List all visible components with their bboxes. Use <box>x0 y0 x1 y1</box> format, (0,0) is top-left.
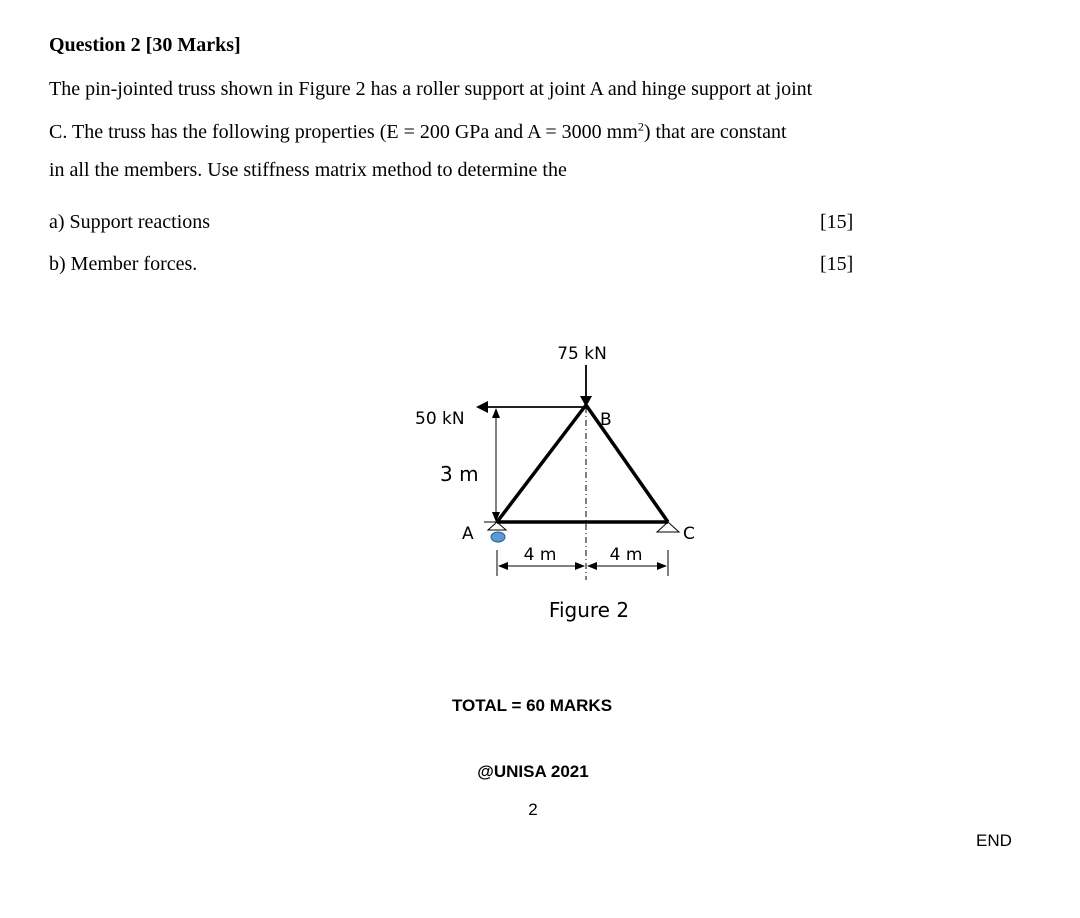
vertical-load-arrowhead <box>580 396 592 407</box>
part-a-marks: [15] <box>820 211 854 233</box>
line-2-end: ) that are constant <box>643 121 787 143</box>
span-left-arrow-start <box>498 562 508 570</box>
member-ab <box>497 405 586 522</box>
total-marks: TOTAL = 60 MARKS <box>451 696 613 715</box>
page-number: 2 <box>528 800 538 819</box>
span-left-label: 4 m <box>523 545 557 565</box>
vertical-load-label: 75 kN <box>557 344 607 364</box>
line-2-start: C. The truss has the following properties (E = 200 GPa and A = 3000 mm <box>49 121 638 143</box>
span-right-arrow-end <box>657 562 667 570</box>
copyright: @UNISA 2021 <box>477 762 589 781</box>
joint-a-label: A <box>462 524 474 544</box>
span-right-label: 4 m <box>609 545 643 565</box>
unit-superscript: 2 <box>637 119 644 134</box>
height-dimension-label: 3 m <box>440 462 479 486</box>
roller-wheel <box>491 532 505 542</box>
part-b-label: b) Member forces. <box>49 253 198 275</box>
horizontal-load-arrowhead <box>476 401 488 413</box>
question-text-line-1: The pin-jointed truss shown in Figure 2 has a roller support at joint A and hinge support at joint <box>49 78 813 100</box>
horizontal-load-label: 50 kN <box>415 409 465 429</box>
figure-caption: Figure 2 <box>548 598 630 622</box>
end-marker: END <box>976 831 1012 850</box>
part-a-label: a) Support reactions <box>49 211 211 233</box>
span-right-arrow-start <box>587 562 597 570</box>
member-bc <box>586 405 668 522</box>
joint-c-label: C <box>683 524 695 544</box>
question-title: Question 2 [30 Marks] <box>49 34 241 56</box>
joint-b-label: B <box>600 410 612 430</box>
span-left-arrow-end <box>575 562 585 570</box>
height-dimension-arrow-top <box>492 408 500 418</box>
part-b-marks: [15] <box>820 253 854 275</box>
question-text-line-3: in all the members. Use stiffness matrix method to determine the <box>49 159 567 181</box>
